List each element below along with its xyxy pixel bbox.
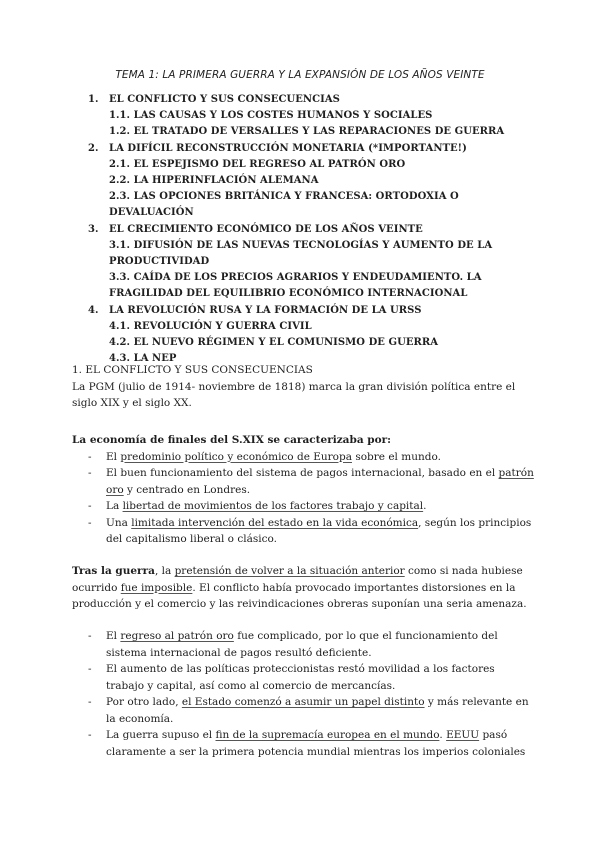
- toc-number: 1.: [88, 94, 99, 105]
- list-item: [72, 727, 534, 760]
- underlined-text: regreso al patrón oro: [120, 630, 234, 642]
- toc-subitem: 3.3. CAÍDA DE LOS PRECIOS AGRARIOS Y ENDEUDAMIENTO. LA FRAGILIDAD DEL EQUILIBRIO ECONÓMICO INTERNACIONAL: [109, 272, 482, 300]
- list-item: [72, 694, 534, 727]
- bold-text: Tras la guerra: [72, 565, 155, 577]
- underlined-text: fin de la supremacía europea en el mundo: [215, 729, 440, 741]
- toc-text: LA REVOLUCIÓN RUSA Y LA FORMACIÓN DE LA URSS: [109, 304, 422, 316]
- underlined-text: EEUU: [446, 729, 480, 741]
- toc-subitem: 4.2. EL NUEVO RÉGIMEN Y EL COMUNISMO DE GUERRA: [109, 337, 439, 349]
- dash-bullet: -: [88, 516, 92, 529]
- underlined-text: predominio político y económico de Europa: [120, 450, 352, 463]
- dash-bullet: -: [88, 630, 92, 642]
- toc-text: EL CONFLICTO Y SUS CONSECUENCIAS: [109, 94, 340, 105]
- text-run: El: [106, 450, 121, 463]
- economy-section: [72, 432, 534, 548]
- text-run: sobre el mundo.: [352, 450, 441, 463]
- dash-bullet: -: [88, 450, 92, 463]
- toc-item: [88, 141, 538, 157]
- toc-subitem: 2.1. EL ESPEJISMO DEL REGRESO AL PATRÓN ORO: [109, 158, 406, 170]
- section-1: [72, 362, 534, 412]
- list-item: [72, 515, 534, 548]
- paragraph: La PGM (julio de 1914- noviembre de 1818) marca la gran división política entre el siglo XIX y el siglo XX.: [72, 380, 516, 409]
- text-run: .: [423, 500, 427, 512]
- underlined-text: el Estado comenzó a asumir un papel distinto: [181, 696, 425, 708]
- list-item: [72, 498, 534, 515]
- toc-text: LA DIFÍCIL RECONSTRUCCIÓN MONETARIA (*IMPORTANTE!): [109, 142, 467, 154]
- underlined-text: fue imposible: [120, 581, 193, 594]
- text-run: Una: [106, 516, 132, 529]
- bullet-list: [72, 449, 534, 548]
- list-item: [72, 628, 534, 661]
- text-run: La guerra supuso el: [106, 729, 216, 741]
- dash-bullet: -: [88, 663, 92, 675]
- underlined-text: limitada intervención del estado en la vida económica: [131, 516, 419, 529]
- text-run: y más relevante en la economía.: [106, 696, 529, 725]
- underlined-text: libertad de movimientos de los factores trabajo y capital: [122, 500, 424, 512]
- toc-subitem: 1.2. EL TRATADO DE VERSALLES Y LAS REPARACIONES DE GUERRA: [109, 126, 505, 138]
- toc-subitem: 4.3. LA NEP: [109, 353, 177, 365]
- underlined-text: patrón oro: [106, 467, 534, 496]
- toc-subitem: 2.2. LA HIPERINFLACIÓN ALEMANA: [109, 175, 319, 187]
- text-run: El: [106, 630, 121, 642]
- bullet-list: [72, 628, 534, 760]
- toc-item: [88, 222, 538, 238]
- text-run: . El conflicto había provocado importantes distorsiones en la producción y el comercio y las reivindicaciones obreras suponían una seria amenaza.: [72, 581, 527, 610]
- list-item: [72, 661, 534, 694]
- text-run: fue complicado, por lo que el funcionamiento del sistema internacional de pagos resultó deficiente.: [106, 630, 498, 659]
- text-run: como si nada hubiese ocurrido: [72, 565, 523, 594]
- dash-bullet: -: [88, 500, 92, 512]
- subheading: La economía de finales del S.XIX se caracterizaba por:: [72, 434, 392, 446]
- toc-item: [88, 303, 538, 319]
- table-of-contents: [88, 92, 538, 367]
- text-run: , la: [154, 565, 175, 577]
- list-item: [72, 449, 534, 466]
- underlined-text: pretensión de volver a la situación anterior: [174, 565, 405, 577]
- toc-subitem: 2.3. LAS OPCIONES BRITÁNICA Y FRANCESA: ORTODOXIA O DEVALUACIÓN: [109, 191, 459, 219]
- toc-number: 2.: [88, 142, 99, 154]
- after-war-paragraph: [72, 563, 534, 613]
- dash-bullet: -: [88, 729, 92, 741]
- text-run: La: [106, 500, 123, 512]
- dash-bullet: -: [88, 696, 92, 708]
- text-run: Por otro lado,: [106, 696, 182, 708]
- text-run: , según los principios del capitalismo liberal o clásico.: [106, 516, 532, 545]
- toc-number: 4.: [88, 304, 99, 316]
- text-run: El aumento de las políticas proteccionistas restó movilidad a los factores trabajo y capital, así como al comercio de mercancías.: [106, 663, 495, 692]
- toc-number: 3.: [88, 223, 99, 235]
- document-title: TEMA 1: LA PRIMERA GUERRA Y LA EXPANSIÓN DE LOS AÑOS VEINTE: [115, 69, 485, 81]
- toc-item: [88, 92, 538, 108]
- toc-subitem: 1.1. LAS CAUSAS Y LOS COSTES HUMANOS Y SOCIALES: [109, 110, 433, 122]
- list-item: [72, 465, 534, 498]
- dash-bullet: -: [88, 467, 92, 479]
- toc-subitem: 3.1. DIFUSIÓN DE LAS NUEVAS TECNOLOGÍAS Y AUMENTO DE LA PRODUCTIVIDAD: [109, 239, 493, 268]
- toc-text: EL CRECIMIENTO ECONÓMICO DE LOS AÑOS VEINTE: [109, 223, 423, 235]
- consequences-section: [72, 628, 534, 760]
- section-heading: 1. EL CONFLICTO Y SUS CONSECUENCIAS: [72, 364, 313, 376]
- text-run: El buen funcionamiento del sistema de pagos internacional, basado en el: [106, 467, 499, 479]
- text-run: pasó claramente a ser la primera potencia mundial mientras los imperios coloniales: [106, 729, 526, 758]
- text-run: y centrado en Londres.: [123, 483, 251, 496]
- text-run: .: [439, 729, 447, 741]
- toc-subitem: 4.1. REVOLUCIÓN Y GUERRA CIVIL: [109, 320, 312, 332]
